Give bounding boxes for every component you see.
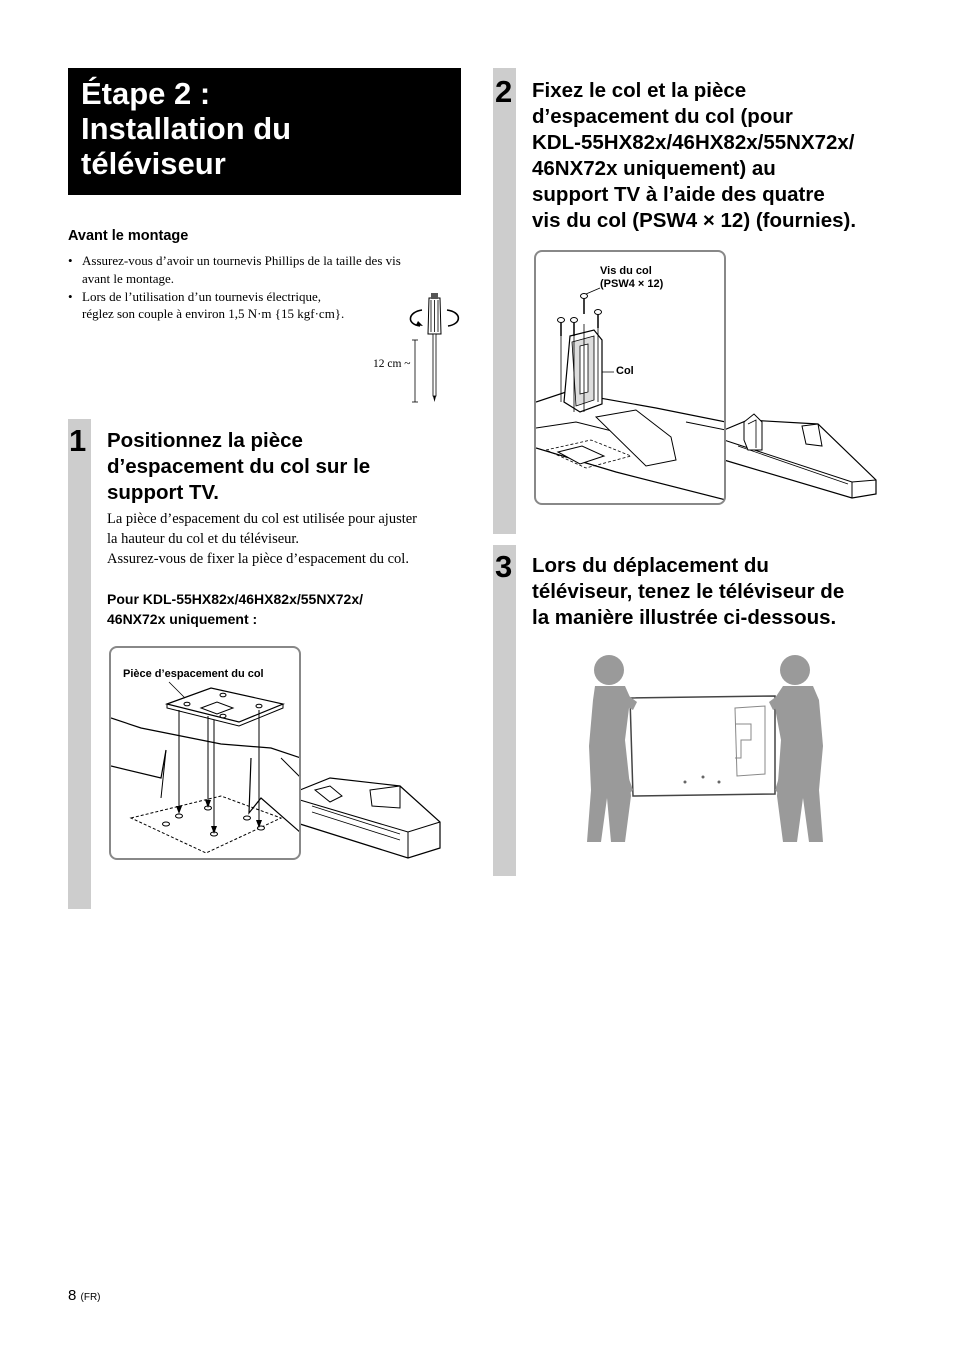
step1-body-line: la hauteur du col et du téléviseur. — [107, 531, 300, 547]
bullet-dot: • — [68, 289, 73, 304]
tv-carry-illustration — [585, 650, 850, 845]
step1-bar — [68, 419, 91, 909]
step1-model-line: Pour KDL-55HX82x/46HX82x/55NX72x/ — [107, 591, 364, 607]
step2-bar — [493, 68, 516, 534]
step1-model-line: 46NX72x uniquement : — [107, 611, 258, 627]
step2-heading-line: Fixez le col et la pièce — [532, 79, 747, 102]
step2-illustration-frame — [534, 250, 726, 505]
title-line: téléviseur — [81, 146, 226, 181]
step3-heading-line: Lors du déplacement du — [532, 554, 769, 577]
page-language: (FR) — [80, 1292, 101, 1303]
spacer-callout: Pièce d’espacement du col — [123, 668, 264, 680]
step1-heading-line: support TV. — [107, 481, 219, 504]
bullet-line: avant le montage. — [82, 271, 175, 286]
screws-callout: (PSW4 × 12) — [600, 278, 664, 290]
step2-heading-line: vis du col (PSW4 × 12) (fournies). — [532, 209, 857, 232]
step3-heading-line: téléviseur, tenez le téléviseur de — [532, 580, 845, 603]
step1-body-line: La pièce d’espacement du col est utilisée pour ajuster — [107, 511, 418, 527]
page-number-value: 8 — [68, 1287, 77, 1304]
bullet-line: Assurez-vous d’avoir un tournevis Phillips de la taille des vis — [82, 253, 401, 268]
screwdriver-illustration — [400, 290, 470, 408]
step2-heading-line: 46NX72x uniquement) au — [532, 157, 776, 180]
screwdriver-length-label: 12 cm ~ — [373, 358, 411, 370]
bullet-item — [68, 288, 388, 324]
before-heading: Avant le montage — [68, 228, 189, 244]
step2-heading-line: KDL-55HX82x/46HX82x/55NX72x/ — [532, 131, 855, 154]
step1-body-line: Assurez-vous de fixer la pièce d’espacement du col. — [107, 551, 409, 567]
screws-callout: Vis du col — [600, 265, 652, 277]
bullet-line: réglez son couple à environ 1,5 N·m {15 kgf·cm}. — [82, 306, 345, 321]
step3-heading-line: la manière illustrée ci-dessous. — [532, 606, 837, 629]
step1-heading-line: Positionnez la pièce — [107, 429, 303, 452]
title-line: Étape 2 : — [81, 76, 211, 111]
step1-illustration-frame — [109, 646, 301, 860]
page-title — [68, 68, 461, 195]
step2-heading-line: support TV à l’aide des quatre — [532, 183, 825, 206]
title-line: Installation du — [81, 111, 292, 146]
bullet-line: Lors de l’utilisation d’un tournevis électrique, — [82, 289, 321, 304]
stand-base-illustration — [290, 760, 450, 860]
page-number — [68, 1287, 101, 1304]
neck-callout: Col — [616, 365, 634, 377]
stand-with-neck-illustration — [718, 400, 883, 500]
step2-number: 2 — [495, 74, 513, 109]
step3-number: 3 — [495, 549, 513, 584]
step3-bar — [493, 545, 516, 876]
step1-heading-line: d’espacement du col sur le — [107, 455, 371, 478]
step2-heading-line: d’espacement du col (pour — [532, 105, 793, 128]
bullet-item — [68, 252, 448, 288]
bullet-dot: • — [68, 253, 73, 268]
step1-number: 1 — [69, 423, 87, 458]
